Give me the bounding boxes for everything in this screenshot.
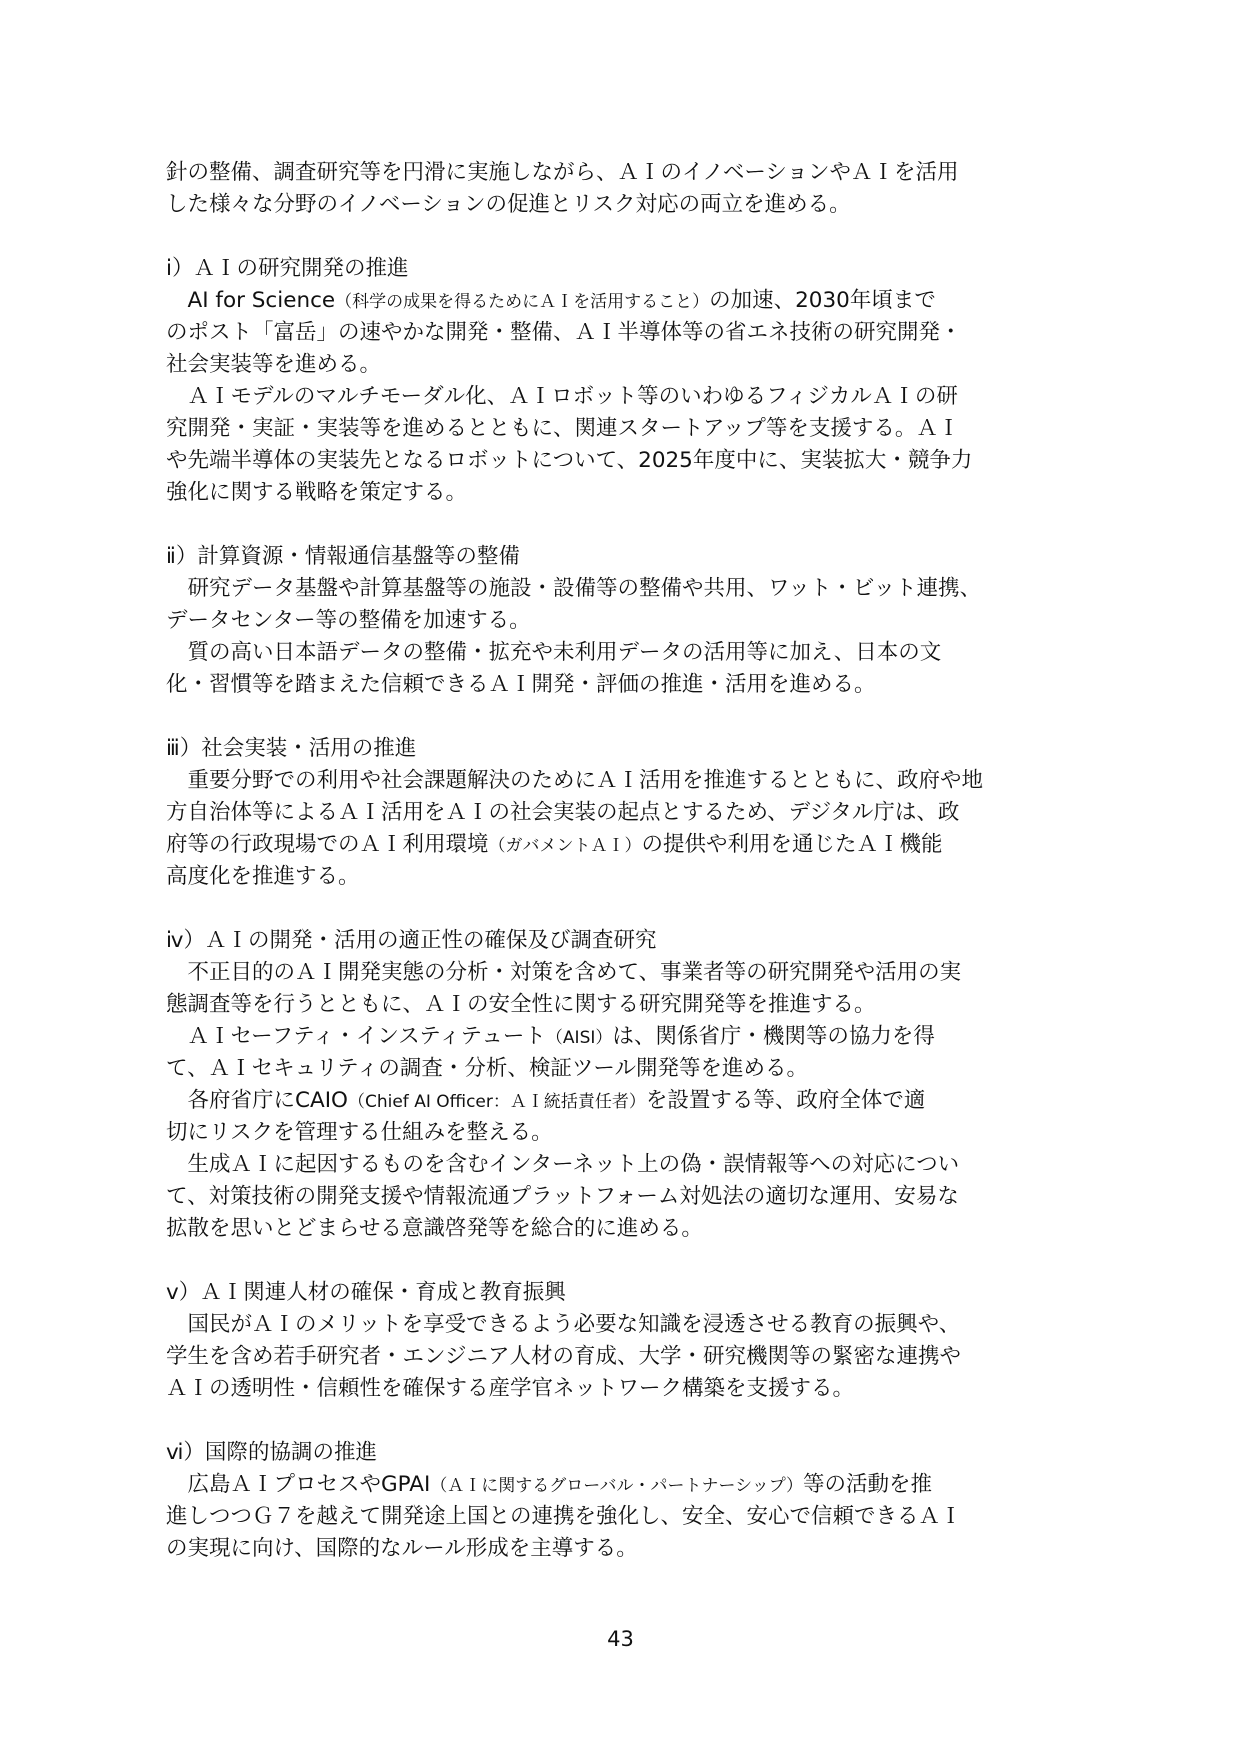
section-heading: ⅲ）社会実装・活用の推進	[166, 736, 417, 761]
paragraph-line	[166, 413, 1090, 445]
text-segment: データセンター等の整備を加速する。	[166, 608, 531, 633]
paragraph-line	[166, 1373, 1090, 1405]
page-number: 43	[607, 1627, 634, 1651]
paragraph-line	[166, 861, 1090, 893]
text-segment: ＡＩの透明性・信頼性を確保する産学官ネットワーク構築を支援する。	[166, 1376, 855, 1401]
paragraph-line	[166, 957, 1090, 989]
paragraph-line	[166, 477, 1090, 509]
text-segment: 各府省庁にCAIO	[166, 1088, 348, 1113]
section-gap	[166, 1405, 1090, 1437]
paragraph-line	[166, 1181, 1090, 1213]
section-gap	[166, 221, 1090, 253]
text-segment: は、関係省庁・機関等の協力を得	[612, 1024, 935, 1049]
paragraph-line	[166, 1021, 1090, 1053]
text-segment: 進しつつＧ７を越えて開発途上国との連携を強化し、安全、安心で信頼できるＡＩ	[166, 1504, 962, 1529]
parenthetical-note: （Chief AI Officer：ＡＩ統括責任者）	[347, 1092, 646, 1112]
paragraph-line	[166, 1149, 1090, 1181]
text-segment: 方自治体等によるＡＩ活用をＡＩの社会実装の起点とするため、デジタル庁は、政	[166, 800, 960, 825]
paragraph-line	[166, 1341, 1090, 1373]
text-segment: 等の活動を推	[802, 1472, 932, 1497]
paragraph-line	[166, 573, 1090, 605]
document-body	[166, 157, 1090, 1565]
section-heading: ⅱ）計算資源・情報通信基盤等の整備	[166, 544, 520, 569]
text-segment: 切にリスクを管理する仕組みを整える。	[166, 1120, 553, 1145]
section-gap	[166, 509, 1090, 541]
section-heading: ⅵ）国際的協調の推進	[166, 1440, 377, 1465]
paragraph-line	[166, 317, 1090, 349]
text-segment: や先端半導体の実装先となるロボットについて、2025年度中に、実装拡大・競争力	[166, 448, 973, 473]
section-gap	[166, 1245, 1090, 1277]
text-segment: の提供や利用を通じたＡＩ機能	[641, 832, 943, 857]
section-heading: ⅳ）ＡＩの開発・活用の適正性の確保及び調査研究	[166, 928, 657, 953]
paragraph-line	[166, 637, 1090, 669]
text-segment: 不正目的のＡＩ開発実態の分析・対策を含めて、事業者等の研究開発や活用の実	[166, 960, 962, 985]
text-segment: 府等の行政現場でのＡＩ利用環境	[166, 832, 489, 857]
text-segment: AI for Science	[166, 288, 336, 313]
parenthetical-note: （ガバメントＡＩ）	[488, 836, 642, 856]
section-heading: ⅰ）ＡＩの研究開発の推進	[166, 256, 409, 281]
text-segment: ＡＩセーフティ・インスティテュート	[166, 1024, 546, 1049]
parenthetical-note: （AISI）	[545, 1028, 613, 1048]
paragraph-line	[166, 285, 1090, 317]
parenthetical-note: （科学の成果を得るためにＡＩを活用すること）	[335, 292, 710, 312]
paragraph-line	[166, 829, 1090, 861]
text-segment: 国民がＡＩのメリットを享受できるよう必要な知識を浸透させる教育の振興や、	[166, 1312, 961, 1337]
paragraph-line	[166, 989, 1090, 1021]
paragraph-line	[166, 1053, 1090, 1085]
paragraph-line	[166, 605, 1090, 637]
paragraph-line	[166, 1501, 1090, 1533]
text-segment: の加速、2030年頃まで	[709, 288, 936, 313]
text-segment: 社会実装等を進める。	[166, 352, 382, 377]
paragraph-line	[166, 1469, 1090, 1501]
text-segment: 高度化を推進する。	[166, 864, 360, 889]
text-segment: 広島ＡＩプロセスやGPAI	[166, 1472, 431, 1497]
paragraph-line	[166, 445, 1090, 477]
paragraph-line	[166, 381, 1090, 413]
text-segment: を設置する等、政府全体で適	[645, 1088, 926, 1113]
paragraph-line	[166, 1085, 1090, 1117]
intro-line: した様々な分野のイノベーションの促進とリスク対応の両立を進める。	[166, 192, 851, 217]
paragraph-line	[166, 765, 1090, 797]
text-segment: て、ＡＩセキュリティの調査・分析、検証ツール開発等を進める。	[166, 1056, 808, 1081]
parenthetical-note: （ＡＩに関するグローバル・パートナーシップ）	[430, 1476, 803, 1496]
text-segment: のポスト「富岳」の速やかな開発・整備、ＡＩ半導体等の省エネ技術の研究開発・	[166, 320, 962, 345]
section-gap	[166, 893, 1090, 925]
text-segment: 化・習慣等を踏まえた信頼できるＡＩ開発・評価の推進・活用を進める。	[166, 672, 876, 697]
intro-line: 針の整備、調査研究等を円滑に実施しながら、ＡＩのイノベーションやＡＩを活用	[166, 160, 959, 185]
text-segment: 態調査等を行うとともに、ＡＩの安全性に関する研究開発等を推進する。	[166, 992, 876, 1017]
section-heading: ⅴ）ＡＩ関連人材の確保・育成と教育振興	[166, 1280, 566, 1305]
paragraph-line	[166, 669, 1090, 701]
text-segment: 拡散を思いとどまらせる意識啓発等を総合的に進める。	[166, 1216, 703, 1241]
text-segment: 重要分野での利用や社会課題解決のためにＡＩ活用を推進するとともに、政府や地	[166, 768, 984, 793]
paragraph-line	[166, 1533, 1090, 1565]
paragraph-line	[166, 797, 1090, 829]
paragraph-line	[166, 1309, 1090, 1341]
text-segment: の実現に向け、国際的なルール形成を主導する。	[166, 1536, 638, 1561]
text-segment: 生成ＡＩに起因するものを含むインターネット上の偽・誤情報等への対応につい	[166, 1152, 960, 1177]
section-gap	[166, 701, 1090, 733]
paragraph-line	[166, 349, 1090, 381]
text-segment: 質の高い日本語データの整備・拡充や未利用データの活用等に加え、日本の文	[166, 640, 942, 665]
text-segment: 究開発・実証・実装等を進めるとともに、関連スタートアップ等を支援する。ＡＩ	[166, 416, 960, 441]
text-segment: 強化に関する戦略を策定する。	[166, 480, 468, 505]
text-segment: て、対策技術の開発支援や情報流通プラットフォーム対処法の適切な運用、安易な	[166, 1184, 959, 1209]
paragraph-line	[166, 1213, 1090, 1245]
paragraph-line	[166, 1117, 1090, 1149]
sections-container	[166, 221, 1090, 1565]
text-segment: ＡＩモデルのマルチモーダル化、ＡＩロボット等のいわゆるフィジカルＡＩの研	[166, 384, 958, 409]
text-segment: 研究データ基盤や計算基盤等の施設・設備等の整備や共用、ワット・ビット連携、	[166, 576, 982, 601]
text-segment: 学生を含め若手研究者・エンジニア人材の育成、大学・研究機関等の緊密な連携や	[166, 1344, 961, 1369]
